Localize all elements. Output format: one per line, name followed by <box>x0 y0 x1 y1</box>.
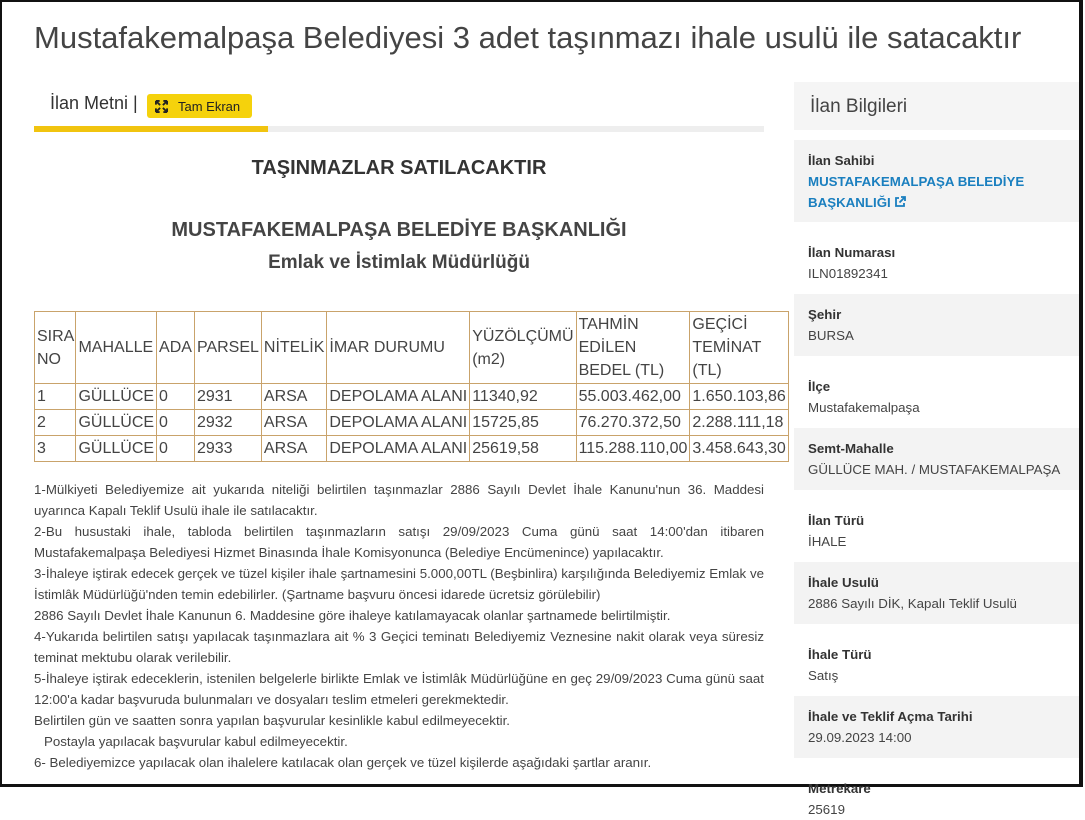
info-ilan-sahibi <box>794 140 1079 222</box>
th-yuzolcumu: YÜZÖLÇÜMÜ (m2) <box>470 312 576 384</box>
doc-dept: Emlak ve İstimlak Müdürlüğü <box>268 252 530 273</box>
info-label: Semt-Mahalle <box>808 441 894 456</box>
info-ilan-turu <box>794 500 1079 552</box>
th-bedel: TAHMİN EDİLEN BEDEL (TL) <box>576 312 690 384</box>
paragraph: Postayla yapılacak başvurular kabul edilmeyecektir. <box>44 734 348 749</box>
paragraph: 6- Belediyemizce yapılacak olan ihalelere katılacak olan gerçek ve tüzel kişilerde aşağıdaki şartlar aranır. <box>34 755 652 770</box>
cell: 1.650.103,86 <box>690 384 788 410</box>
tab-bar <box>34 90 764 132</box>
info-label: İlçe <box>808 379 831 394</box>
property-table-wrapper <box>34 147 786 477</box>
th-imar: İMAR DURUMU <box>327 312 470 384</box>
cell: DEPOLAMA ALANI <box>327 384 470 410</box>
th-mahalle: MAHALLE <box>76 312 157 384</box>
paragraph: Belirtilen gün ve saatten sonra yapılan başvurular kesinlikle kabul edilmeyecektir. <box>34 713 510 728</box>
info-ilan-numarasi <box>794 232 1079 284</box>
th-ada: ADA <box>157 312 195 384</box>
cell: ARSA <box>261 384 326 410</box>
info-value: ILN01892341 <box>808 266 888 281</box>
cell: 2 <box>35 410 76 436</box>
cell: 0 <box>157 384 195 410</box>
cell: 25619,58 <box>470 436 576 462</box>
paragraph: 4-Yukarıda belirtilen satışı yapılacak taşınmazlara ait % 3 Geçici teminatı Belediyemiz Veznesine nakit olarak veya süresiz teminat mektubu olarak verilebilir. <box>34 629 764 665</box>
info-value: Satış <box>808 668 839 683</box>
announcement-body <box>34 479 764 773</box>
cell: 76.270.372,50 <box>576 410 690 436</box>
cell: 0 <box>157 410 195 436</box>
info-ihale-turu <box>794 634 1079 686</box>
external-link-icon <box>894 196 906 208</box>
info-metrekare <box>794 768 1079 820</box>
info-label: İhale Usulü <box>808 575 879 590</box>
expand-icon <box>155 100 168 113</box>
paragraph: 1-Mülkiyeti Belediyemize ait yukarıda niteliği belirtilen taşınmazlar 2886 Sayılı Devlet İhale Kanunu'nun 36. Maddesi uyarınca Kapalı Teklif Usulü ihale ile satılacaktır. <box>34 482 764 518</box>
th-parsel: PARSEL <box>194 312 261 384</box>
info-value: 29.09.2023 14:00 <box>808 730 912 745</box>
th-nitelik: NİTELİK <box>261 312 326 384</box>
doc-heading: TAŞINMAZLAR SATILACAKTIR <box>251 157 547 179</box>
info-value: 2886 Sayılı DİK, Kapalı Teklif Usulü <box>808 596 1017 611</box>
sidebar-title: İlan Bilgileri <box>794 82 1079 130</box>
cell: 115.288.110,00 <box>576 436 690 462</box>
fullscreen-label: Tam Ekran <box>178 98 241 114</box>
table-row <box>35 384 789 410</box>
cell: 2931 <box>194 384 261 410</box>
owner-link-text: MUSTAFAKEMALPAŞA BELEDİYE BAŞKANLIĞI <box>808 174 1025 210</box>
cell: DEPOLAMA ALANI <box>327 436 470 462</box>
paragraph: 2-Bu husustaki ihale, tabloda belirtilen taşınmazların satışı 29/09/2023 Cuma günü saat 14:00'dan itibaren Mustafakemalpaşa Belediyesi Hizmet Binasında İhale Komisyonunca (Belediye Encümenince) yapılacaktır. <box>34 524 764 560</box>
cell: 15725,85 <box>470 410 576 436</box>
info-label: İlan Türü <box>808 513 865 528</box>
cell: 11340,92 <box>470 384 576 410</box>
info-value: Mustafakemalpaşa <box>808 400 920 415</box>
info-label: İlan Sahibi <box>808 153 875 168</box>
info-ilce <box>794 366 1079 418</box>
info-value: İHALE <box>808 534 847 549</box>
property-table <box>34 311 789 462</box>
owner-link[interactable] <box>808 171 1079 213</box>
cell: ARSA <box>261 410 326 436</box>
fullscreen-button[interactable] <box>147 94 252 118</box>
info-label: İlan Numarası <box>808 245 896 260</box>
paragraph: 3-İhaleye iştirak edecek gerçek ve tüzel kişiler ihale şartnamesini 5.000,00TL (Beşbinlira) karşılığında Belediyemiz Emlak ve İstimlâk Müdürlüğü'nden temin edebilirler. (Şartname başvuru öncesi idarede ücretsiz görülebilir) <box>34 566 764 602</box>
th-teminat: GEÇİCİ TEMİNAT (TL) <box>690 312 788 384</box>
cell: 2.288.111,18 <box>690 410 788 436</box>
cell: 2933 <box>194 436 261 462</box>
info-label: Şehir <box>808 307 842 322</box>
tab-divider <box>268 126 764 132</box>
info-value: BURSA <box>808 328 854 343</box>
paragraph: 2886 Sayılı Devlet İhale Kanunun 6. Maddesine göre ihaleye katılamayacak olanlar şartnamede belirtilmiştir. <box>34 608 671 623</box>
th-sira-no: SIRA NO <box>35 312 76 384</box>
info-sehir <box>794 294 1079 356</box>
tab-ilan-metni-label: İlan Metni | <box>50 93 138 113</box>
cell: ARSA <box>261 436 326 462</box>
table-row <box>35 410 789 436</box>
info-label: Metrekare <box>808 781 871 796</box>
table-header-row <box>35 312 789 384</box>
cell: GÜLLÜCE <box>76 384 157 410</box>
paragraph: 5-İhaleye iştirak edeceklerin, istenilen belgelerle birlikte Emlak ve İstimlâk Müdürlüğüne en geç 29/09/2023 Cuma günü saat 12:00'a kadar başvuruda bulunmaları ve dosyaları teslim etmeleri gerekmektedir. <box>34 671 764 707</box>
cell: GÜLLÜCE <box>76 410 157 436</box>
tab-ilan-metni[interactable] <box>34 90 268 132</box>
info-label: İhale ve Teklif Açma Tarihi <box>808 709 973 724</box>
cell: 3.458.643,30 <box>690 436 788 462</box>
info-label: İhale Türü <box>808 647 872 662</box>
cell: GÜLLÜCE <box>76 436 157 462</box>
cell: 2932 <box>194 410 261 436</box>
cell: DEPOLAMA ALANI <box>327 410 470 436</box>
cell: 0 <box>157 436 195 462</box>
page-title: Mustafakemalpaşa Belediyesi 3 adet taşınmazı ihale usulü ile satacaktır <box>34 20 1022 55</box>
info-acma-tarihi <box>794 696 1079 758</box>
info-value: 25619 <box>808 802 845 817</box>
cell: 3 <box>35 436 76 462</box>
info-semt-mahalle <box>794 428 1079 490</box>
table-row <box>35 436 789 462</box>
info-value: GÜLLÜCE MAH. / MUSTAFAKEMALPAŞA <box>808 462 1061 477</box>
info-ihale-usulu <box>794 562 1079 624</box>
cell: 55.003.462,00 <box>576 384 690 410</box>
cell: 1 <box>35 384 76 410</box>
doc-org: MUSTAFAKEMALPAŞA BELEDİYE BAŞKANLIĞI <box>171 219 627 241</box>
ilan-bilgileri-panel <box>794 82 1079 820</box>
